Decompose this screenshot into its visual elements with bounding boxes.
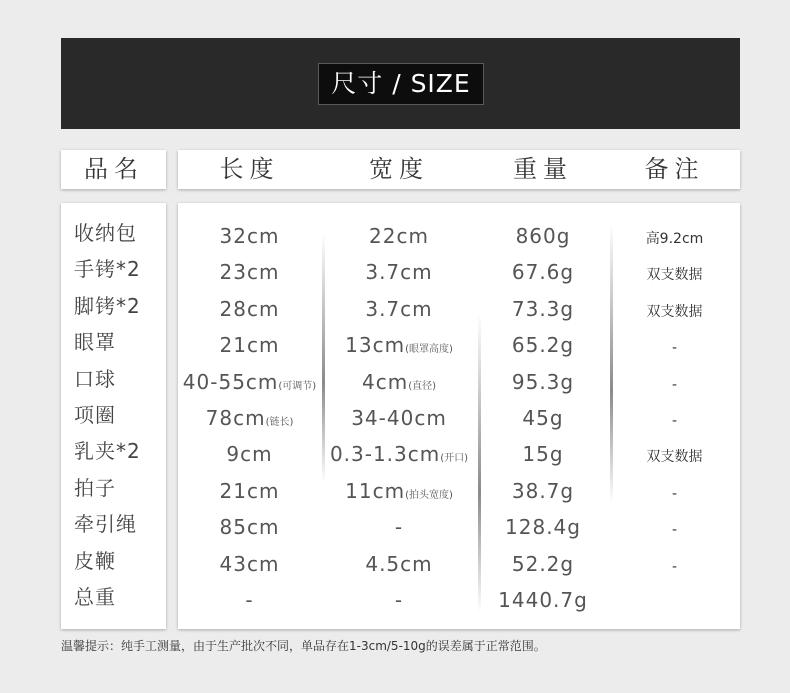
item-length-cell: [178, 512, 321, 542]
item-length-cell: [178, 549, 321, 579]
item-width-note: (直径): [408, 381, 436, 392]
item-name: 脚铐*2: [74, 294, 141, 318]
item-remark-value: 双支数据: [646, 304, 703, 320]
item-length-cell: [178, 585, 321, 615]
item-length-cell: [178, 367, 321, 397]
header-name-card: [61, 150, 166, 189]
item-weight-value: 38.7g: [511, 479, 575, 503]
item-remark-value: -: [671, 413, 678, 429]
item-length-value: 28cm: [219, 297, 280, 321]
item-width-cell: [321, 257, 477, 287]
item-name: 口球: [74, 367, 116, 391]
item-weight-value: 45g: [522, 406, 564, 430]
item-name: 乳夹*2: [74, 439, 141, 463]
item-weight-cell: [477, 221, 609, 251]
header-remark-cell: [609, 150, 740, 189]
item-width-value: -: [394, 515, 404, 539]
item-length-value: -: [245, 588, 254, 612]
item-length-value: 43cm: [219, 552, 280, 576]
item-width-value: 3.7cm: [365, 297, 433, 321]
header-weight: 重量: [513, 155, 573, 183]
item-remark-value: 双支数据: [646, 267, 703, 283]
header-length-cell: [178, 150, 321, 189]
item-width-value: -: [394, 588, 404, 612]
item-weight-cell: [477, 512, 609, 542]
item-width-value: 4.5cm: [365, 552, 433, 576]
item-remark-cell: [609, 221, 740, 251]
header-columns-card: [178, 150, 740, 189]
item-weight-value: 15g: [522, 442, 564, 466]
item-weight-value: 73.3g: [511, 297, 575, 321]
item-remark-value: -: [671, 522, 678, 538]
item-remark-cell: [609, 403, 740, 433]
item-width-value: 0.3-1.3cm: [329, 442, 441, 466]
item-length-cell: [178, 439, 321, 469]
item-length-cell: [178, 330, 321, 360]
item-weight-cell: [477, 294, 609, 324]
item-width-cell: [321, 585, 477, 615]
item-width-note: (开口): [440, 453, 469, 464]
item-remark-cell: [609, 257, 740, 287]
item-length-value: 21cm: [219, 333, 280, 357]
item-weight-cell: [477, 476, 609, 506]
item-width-cell: [321, 367, 477, 397]
item-width-value: 22cm: [369, 224, 429, 248]
item-width-cell: [321, 512, 477, 542]
item-weight-cell: [477, 367, 609, 397]
item-length-value: 21cm: [219, 479, 280, 503]
item-remark-value: -: [671, 559, 678, 575]
item-weight-value: 128.4g: [505, 515, 581, 539]
item-name: 拍子: [74, 476, 116, 500]
item-width-cell: [321, 294, 477, 324]
item-width-value: 3.7cm: [365, 260, 433, 284]
item-remark-cell: [609, 549, 740, 579]
item-remark-value: -: [671, 377, 678, 393]
item-width-cell: [321, 439, 477, 469]
item-remark-value: -: [671, 486, 678, 502]
item-name: 手铐*2: [74, 257, 141, 281]
item-weight-value: 65.2g: [511, 333, 575, 357]
item-length-cell: [178, 476, 321, 506]
item-name-column: [61, 203, 166, 629]
item-width-value: 11cm: [345, 479, 406, 503]
item-remark-cell: [609, 585, 740, 615]
item-width-cell: [321, 476, 477, 506]
page-title: 尺寸 / SIZE: [318, 63, 484, 105]
item-length-value: 9cm: [226, 442, 273, 466]
item-remark-cell: [609, 476, 740, 506]
item-length-note: (可调节): [278, 381, 317, 392]
item-weight-cell: [477, 439, 609, 469]
item-weight-value: 95.3g: [511, 370, 575, 394]
item-remark-cell: [609, 439, 740, 469]
item-length-note: (链长): [265, 417, 294, 428]
item-length-value: 85cm: [219, 515, 280, 539]
item-width-value: 4cm: [361, 370, 409, 394]
item-length-value: 32cm: [219, 224, 280, 248]
item-weight-cell: [477, 257, 609, 287]
item-remark-value: 双支数据: [646, 449, 703, 465]
header-width: 宽度: [369, 155, 429, 183]
item-length-cell: [178, 257, 321, 287]
item-weight-value: 860g: [515, 224, 571, 248]
item-weight-value: 67.6g: [511, 260, 575, 284]
item-remark-value: -: [671, 340, 678, 356]
item-remark-cell: [609, 330, 740, 360]
item-name: 收纳包: [74, 221, 137, 245]
header-length: 长度: [219, 155, 280, 183]
item-width-value: 13cm: [345, 333, 406, 357]
item-width-value: 34-40cm: [351, 406, 447, 430]
item-width-cell: [321, 330, 477, 360]
item-length-value: 40-55cm: [182, 370, 279, 394]
item-name: 项圈: [74, 403, 116, 427]
item-length-cell: [178, 294, 321, 324]
item-width-cell: [321, 403, 477, 433]
item-remark-cell: [609, 367, 740, 397]
item-width-cell: [321, 221, 477, 251]
item-width-note: (拍头宽度): [405, 490, 453, 501]
header-name: 品名: [84, 155, 144, 183]
item-remark-cell: [609, 294, 740, 324]
header-remark: 备注: [644, 155, 705, 183]
item-width-note: (眼罩高度): [405, 344, 453, 355]
item-length-value: 23cm: [219, 260, 280, 284]
item-length-value: 78cm: [205, 406, 266, 430]
item-length-cell: [178, 403, 321, 433]
footer-note: 温馨提示：纯手工测量，由于生产批次不同，单品存在1-3cm/5-10g的误差属于正常范围。: [61, 639, 546, 653]
item-name: 总重: [74, 585, 116, 609]
header-width-cell: [321, 150, 477, 189]
item-remark-cell: [609, 512, 740, 542]
item-weight-cell: [477, 330, 609, 360]
item-weight-cell: [477, 549, 609, 579]
item-name: 牵引绳: [74, 512, 137, 536]
item-weight-value: 52.2g: [511, 552, 575, 576]
item-name: 眼罩: [74, 330, 116, 354]
item-weight-cell: [477, 585, 609, 615]
item-length-cell: [178, 221, 321, 251]
item-remark-value: 高9.2cm: [645, 231, 704, 247]
item-weight-value: 1440.7g: [498, 588, 588, 612]
item-width-cell: [321, 549, 477, 579]
item-weight-cell: [477, 403, 609, 433]
item-name: 皮鞭: [74, 549, 116, 573]
header-weight-cell: [477, 150, 609, 189]
item-data-table: [178, 203, 740, 629]
